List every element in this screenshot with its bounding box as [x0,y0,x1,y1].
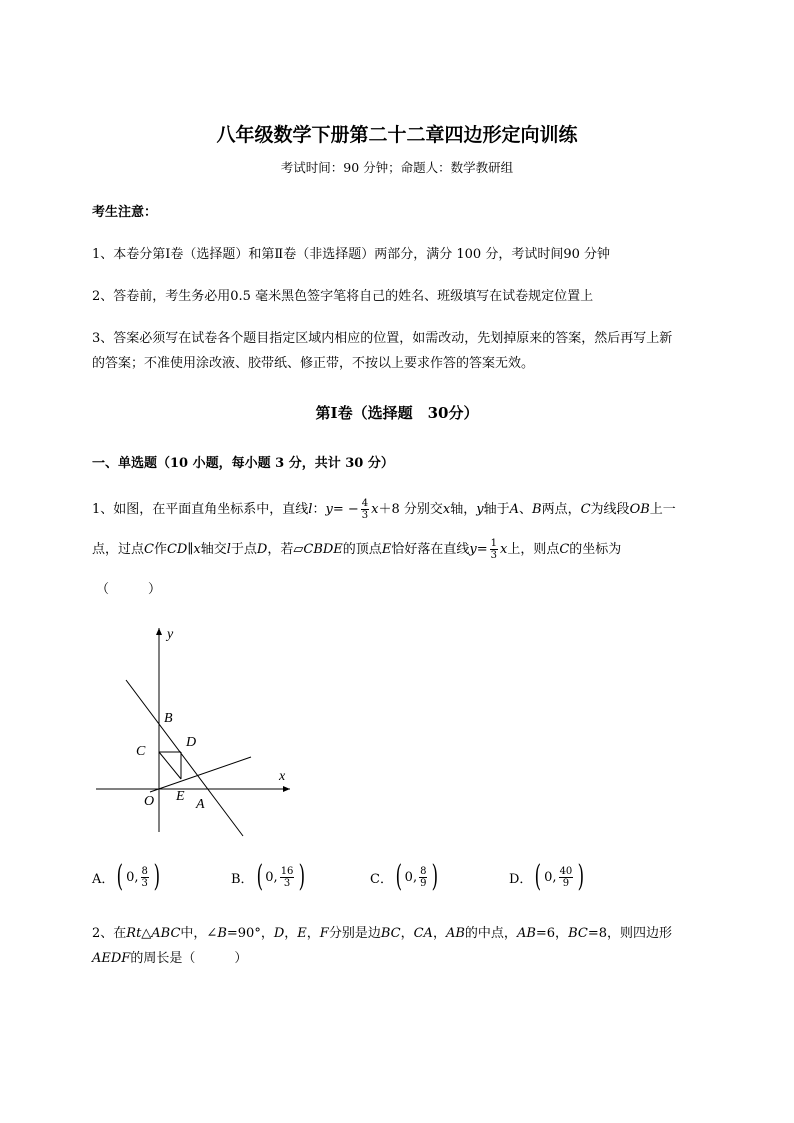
answer-bracket: （ ） [96,582,162,597]
notice-item-3-cont: 的答案；不准使用涂改液、胶带纸、修正带，不按以上要求作答的答案无效。 [92,356,535,371]
coordinate-figure [88,620,308,840]
fraction: $\frac{4}{3}$ [361,498,369,521]
label-d: D [186,735,197,750]
label-a: A [196,797,205,812]
notice-item-3: 3、答案必须写在试卷各个题目指定区域内相应的位置，如需改动，先划掉原来的答案，然后再写上新 [92,331,673,346]
notice-item-2: 2、答卷前，考生务必用0.5 毫米黑色签字笔将自己的姓名、班级填写在试卷规定位置上 [92,289,594,304]
label-o: O [144,794,155,809]
label-b: B [164,711,173,726]
exam-info: 考试时间：90 分钟；命题人：数学教研组 [280,160,514,175]
label-e: E [176,789,185,804]
option-a[interactable]: A． ( 0, $\frac{8}{3}$ ) [92,859,160,894]
segment-ce [159,752,181,779]
page-title: 八年级数学下册第二十二章四边形定向训练 [216,124,578,146]
label-y: y [167,627,174,642]
section-title: 第Ⅰ卷（选择题 30分） [315,404,479,422]
notice-heading: 考生注意： [92,205,158,220]
option-d[interactable]: D． ( 0, $\frac{40}{9}$ ) [509,859,585,894]
fraction: $\frac{1}{3}$ [490,538,497,561]
question-1-line-1: 1、如图，在平面直角坐标系中，直线l：y= − $\frac{4}{3}$ x＋8 分别交x轴，y轴于A、B两点，C为线段OB上一 [92,498,676,521]
question-2-line-2: AEDF的周长是（ ） [92,951,248,966]
question-1-line-2: 点，过点C作CD∥x轴交l于点D，若▱CBDE的顶点E恰好落在直线y= $\frac{1}{3}$ x上，则点C的坐标为 [92,538,622,561]
line-y-third-x [150,757,251,792]
question-2-line-1: 2、在Rt△ABC中，∠B=90°，D，E，F分别是边BC，CA，AB的中点，AB=6，BC=8，则四边形 [92,926,672,941]
option-c[interactable]: C． ( 0, $\frac{8}{9}$ ) [370,859,439,894]
label-c: C [136,744,146,759]
notice-item-1: 1、本卷分第Ⅰ卷（选择题）和第Ⅱ卷（非选择题）两部分，满分 100 分，考试时间90 分钟 [92,247,610,262]
part-heading: 一、单选题（10 小题，每小题 3 分，共计 30 分） [92,456,394,471]
label-x: x [279,769,286,784]
option-b[interactable]: B． ( 0, $\frac{16}{3}$ ) [231,859,306,894]
